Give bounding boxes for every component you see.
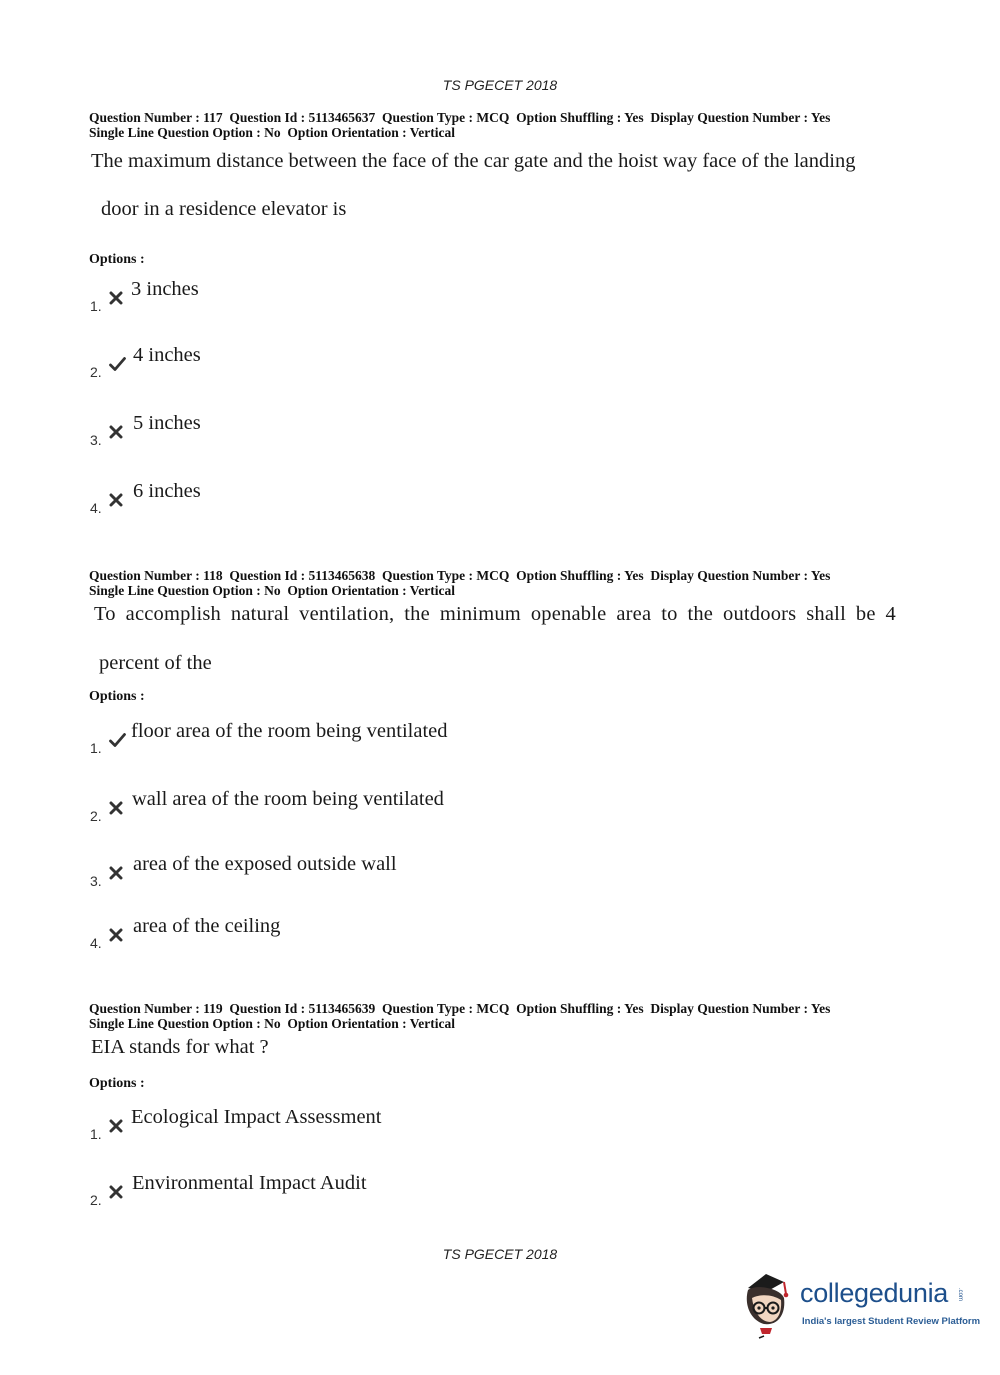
option-number: 1. xyxy=(90,298,102,314)
question-118-option-2 xyxy=(89,788,789,834)
page-header: TS PGECET 2018 xyxy=(442,77,558,93)
option-text: 4 inches xyxy=(133,344,201,366)
question-117-option-3 xyxy=(89,412,789,458)
option-text: floor area of the room being ventilated xyxy=(131,720,448,742)
question-118-option-4 xyxy=(89,915,789,961)
question-117-options-label: Options : xyxy=(89,252,145,267)
cross-icon xyxy=(109,1119,123,1133)
question-119-option-2 xyxy=(89,1172,789,1218)
option-number: 3. xyxy=(90,873,102,889)
mascot-icon xyxy=(740,1268,802,1340)
question-118-option-1 xyxy=(89,720,789,766)
logo-tagline: India's largest Student Review Platform xyxy=(802,1316,981,1327)
cross-icon xyxy=(109,801,123,815)
collegedunia-logo xyxy=(740,1268,981,1340)
question-119-option-1 xyxy=(89,1106,789,1152)
option-text: 3 inches xyxy=(131,278,199,300)
option-text: wall area of the room being ventilated xyxy=(132,788,444,810)
option-number: 1. xyxy=(90,1126,102,1142)
check-icon xyxy=(109,357,126,371)
option-text: Ecological Impact Assessment xyxy=(131,1106,382,1128)
cross-icon xyxy=(109,425,123,439)
question-118-options-label: Options : xyxy=(89,689,145,704)
question-119-text-line1: EIA stands for what ? xyxy=(91,1036,269,1058)
cross-icon xyxy=(109,291,123,305)
option-text: 5 inches xyxy=(133,412,201,434)
cross-icon xyxy=(109,493,123,507)
question-117-text-line2: door in a residence elevator is xyxy=(101,198,347,220)
logo-domain: .com xyxy=(957,1288,963,1302)
page-footer: TS PGECET 2018 xyxy=(442,1246,558,1262)
cross-icon xyxy=(109,928,123,942)
question-118-option-3 xyxy=(89,853,789,899)
option-text: area of the exposed outside wall xyxy=(133,853,397,875)
option-number: 4. xyxy=(90,935,102,951)
question-119-options-label: Options : xyxy=(89,1076,145,1091)
question-119-meta: Question Number : 119 Question Id : 5113465639 Question Type : MCQ Option Shuffling : Yes Display Question Number : Yes Single Line Question Option : No Option Orientation : Vertical xyxy=(89,1001,831,1031)
cross-icon xyxy=(109,866,123,880)
option-text: area of the ceiling xyxy=(133,915,281,937)
logo-wordmark: collegedunia xyxy=(800,1278,949,1308)
option-number: 2. xyxy=(90,1192,102,1208)
option-number: 3. xyxy=(90,432,102,448)
question-117-option-4 xyxy=(89,480,789,526)
option-number: 1. xyxy=(90,740,102,756)
cross-icon xyxy=(109,1185,123,1199)
option-number: 2. xyxy=(90,808,102,824)
option-text: Environmental Impact Audit xyxy=(132,1172,367,1194)
check-icon xyxy=(109,733,126,747)
question-117-option-1 xyxy=(89,278,789,324)
option-number: 4. xyxy=(90,500,102,516)
option-text: 6 inches xyxy=(133,480,201,502)
question-117-option-2 xyxy=(89,344,789,390)
question-118-meta: Question Number : 118 Question Id : 5113465638 Question Type : MCQ Option Shuffling : Yes Display Question Number : Yes Single Line Question Option : No Option Orientation : Vertical xyxy=(89,568,831,598)
question-118-text-line1: To accomplish natural ventilation, the minimum openable area to the outdoors shall be 4 xyxy=(94,603,896,625)
question-117-meta: Question Number : 117 Question Id : 5113465637 Question Type : MCQ Option Shuffling : Yes Display Question Number : Yes Single Line Question Option : No Option Orientation : Vertical xyxy=(89,110,831,140)
question-118-text-line2: percent of the xyxy=(99,652,212,674)
option-number: 2. xyxy=(90,364,102,380)
question-117-text-line1: The maximum distance between the face of the car gate and the hoist way face of the landing xyxy=(91,150,856,172)
